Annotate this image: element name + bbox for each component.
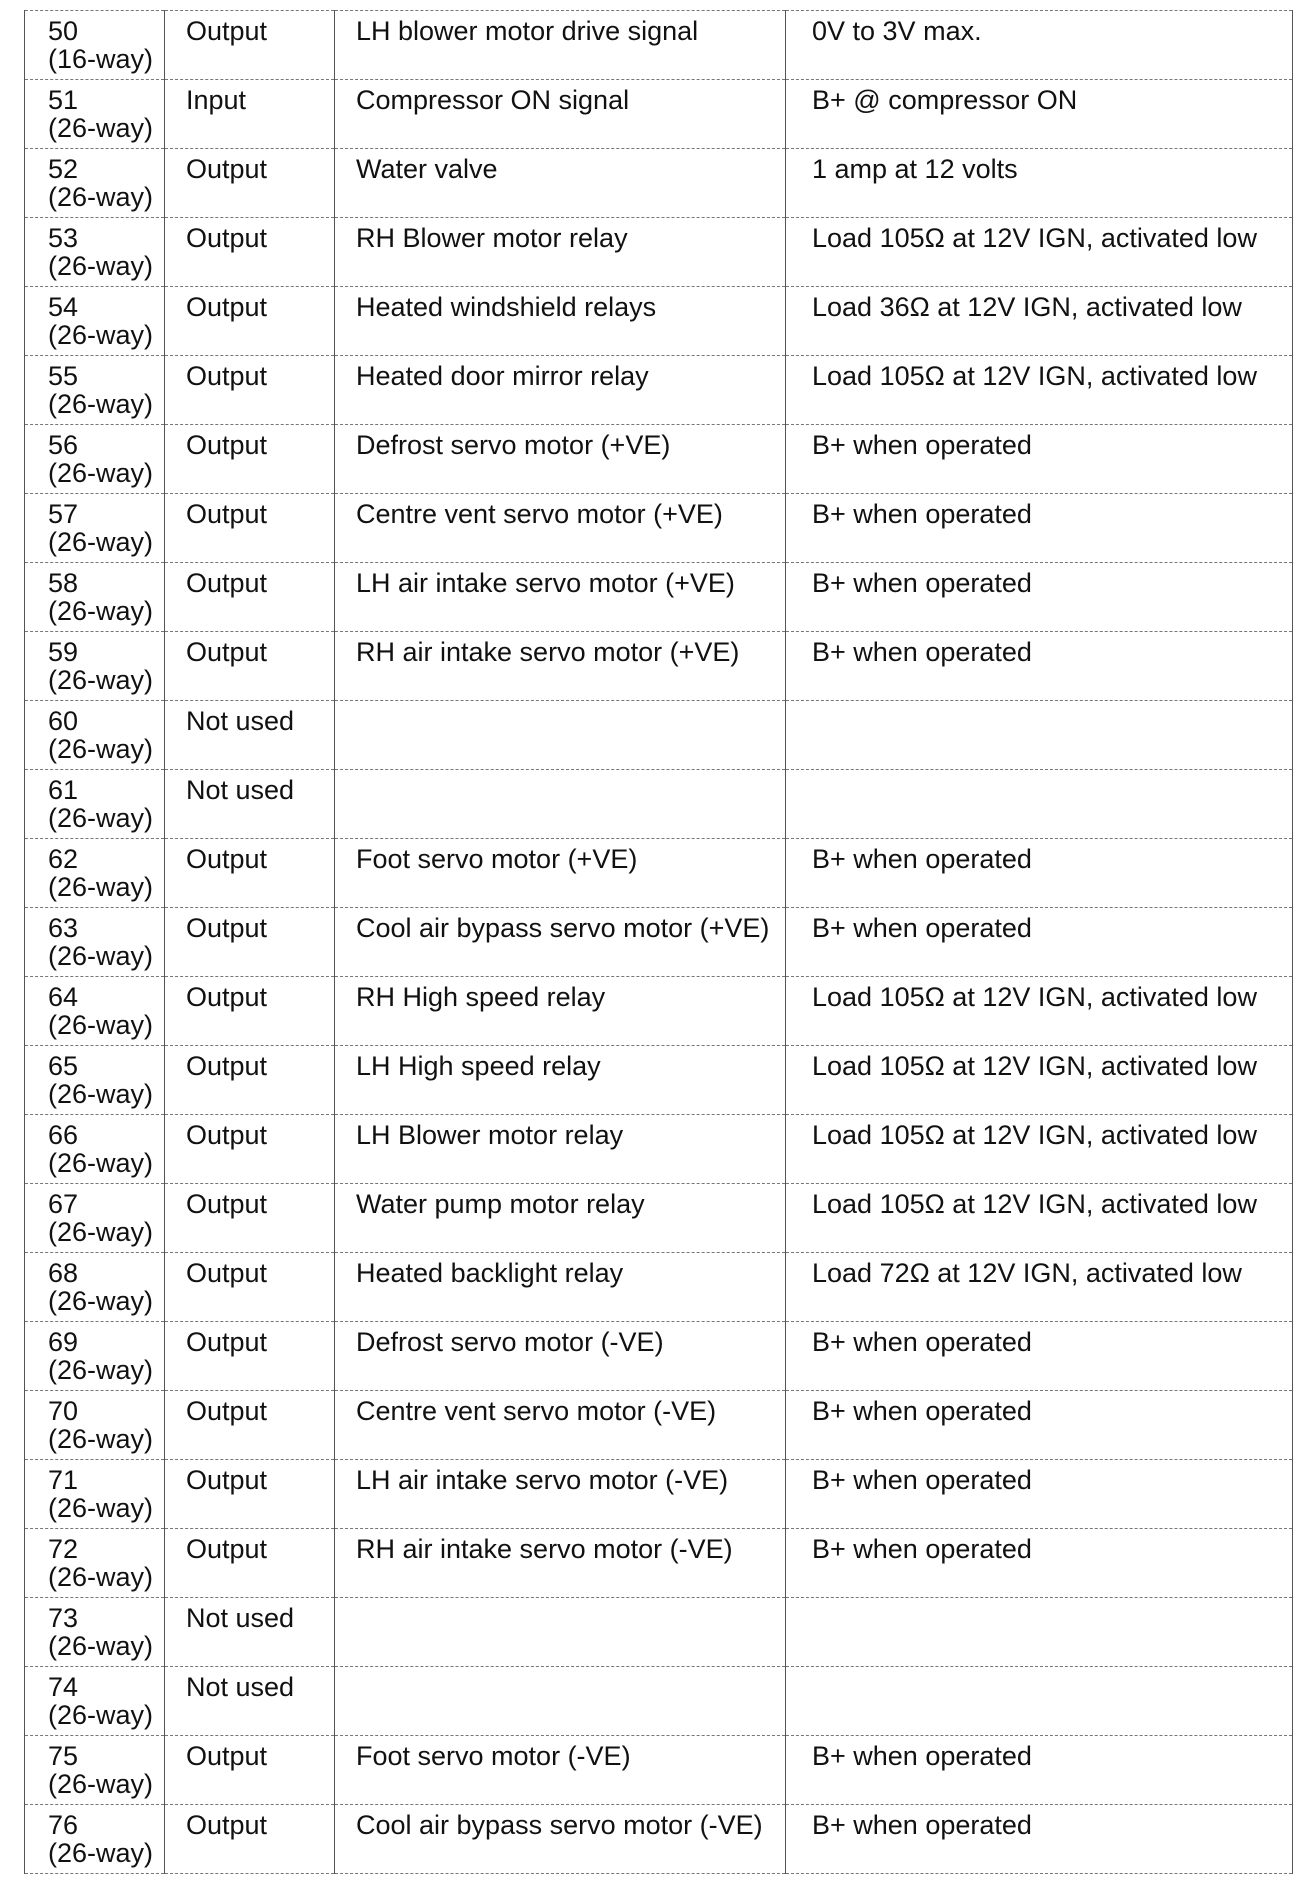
- table-row: [25, 356, 1293, 425]
- description-cell: [335, 1667, 786, 1736]
- value-cell: Load 36Ω at 12V IGN, activated low: [786, 287, 1293, 356]
- pin-cell: [25, 1667, 165, 1736]
- table-row: [25, 977, 1293, 1046]
- table-row: [25, 287, 1293, 356]
- connector-type: (26-way): [48, 1631, 154, 1661]
- signal-type-cell: Output: [165, 977, 335, 1046]
- connector-type: (16-way): [48, 44, 154, 74]
- pin-number: 70: [48, 1396, 79, 1426]
- connector-type: (26-way): [48, 527, 154, 557]
- pin-number: 60: [48, 706, 79, 736]
- table-row: [25, 11, 1293, 80]
- value-cell: 0V to 3V max.: [786, 11, 1293, 80]
- value-cell: [786, 701, 1293, 770]
- connector-type: (26-way): [48, 1562, 154, 1592]
- pin-number: 74: [48, 1672, 79, 1702]
- table-row: [25, 149, 1293, 218]
- pin-cell: [25, 1736, 165, 1805]
- pin-number: 54: [48, 292, 79, 322]
- connector-type: (26-way): [48, 1286, 154, 1316]
- connector-type: (26-way): [48, 1010, 154, 1040]
- table-row: [25, 1598, 1293, 1667]
- description-cell: RH Blower motor relay: [335, 218, 786, 287]
- value-cell: Load 105Ω at 12V IGN, activated low: [786, 218, 1293, 287]
- pin-number: 61: [48, 775, 79, 805]
- pin-cell: [25, 425, 165, 494]
- pin-number: 56: [48, 430, 79, 460]
- table-row: [25, 632, 1293, 701]
- description-cell: Heated windshield relays: [335, 287, 786, 356]
- value-cell: Load 105Ω at 12V IGN, activated low: [786, 1046, 1293, 1115]
- signal-type-cell: Output: [165, 1184, 335, 1253]
- pin-number: 73: [48, 1603, 79, 1633]
- pin-cell: [25, 1322, 165, 1391]
- pin-cell: [25, 1391, 165, 1460]
- value-cell: Load 105Ω at 12V IGN, activated low: [786, 1184, 1293, 1253]
- pin-cell: [25, 839, 165, 908]
- table-row: [25, 770, 1293, 839]
- table-row: [25, 1115, 1293, 1184]
- value-cell: [786, 770, 1293, 839]
- table-row: [25, 563, 1293, 632]
- connector-type: (26-way): [48, 596, 154, 626]
- pin-number: 68: [48, 1258, 79, 1288]
- pin-number: 63: [48, 913, 79, 943]
- signal-type-cell: Output: [165, 1046, 335, 1115]
- description-cell: Defrost servo motor (+VE): [335, 425, 786, 494]
- value-cell: B+ when operated: [786, 908, 1293, 977]
- signal-type-cell: Not used: [165, 1598, 335, 1667]
- signal-type-cell: Output: [165, 1391, 335, 1460]
- value-cell: Load 72Ω at 12V IGN, activated low: [786, 1253, 1293, 1322]
- signal-type-cell: Not used: [165, 770, 335, 839]
- value-cell: B+ when operated: [786, 1460, 1293, 1529]
- description-cell: Water pump motor relay: [335, 1184, 786, 1253]
- description-cell: LH air intake servo motor (-VE): [335, 1460, 786, 1529]
- connector-type: (26-way): [48, 458, 154, 488]
- description-cell: Compressor ON signal: [335, 80, 786, 149]
- signal-type-cell: Input: [165, 80, 335, 149]
- connector-type: (26-way): [48, 734, 154, 764]
- pin-cell: [25, 356, 165, 425]
- table-row: [25, 494, 1293, 563]
- description-cell: Defrost servo motor (-VE): [335, 1322, 786, 1391]
- table-row: [25, 218, 1293, 287]
- signal-type-cell: Output: [165, 425, 335, 494]
- signal-type-cell: Output: [165, 1529, 335, 1598]
- description-cell: [335, 770, 786, 839]
- connector-type: (26-way): [48, 1217, 154, 1247]
- value-cell: B+ when operated: [786, 1805, 1293, 1874]
- pin-number: 62: [48, 844, 79, 874]
- description-cell: [335, 1598, 786, 1667]
- table-row: [25, 1184, 1293, 1253]
- table-row: [25, 908, 1293, 977]
- description-cell: RH air intake servo motor (+VE): [335, 632, 786, 701]
- pin-cell: [25, 11, 165, 80]
- description-cell: Heated door mirror relay: [335, 356, 786, 425]
- description-cell: Foot servo motor (+VE): [335, 839, 786, 908]
- pin-number: 57: [48, 499, 79, 529]
- description-cell: LH air intake servo motor (+VE): [335, 563, 786, 632]
- connector-type: (26-way): [48, 320, 154, 350]
- pin-number: 65: [48, 1051, 79, 1081]
- pin-cell: [25, 494, 165, 563]
- table-row: [25, 1736, 1293, 1805]
- signal-type-cell: Output: [165, 1322, 335, 1391]
- signal-type-cell: Output: [165, 1115, 335, 1184]
- value-cell: Load 105Ω at 12V IGN, activated low: [786, 356, 1293, 425]
- pin-number: 69: [48, 1327, 79, 1357]
- signal-type-cell: Output: [165, 356, 335, 425]
- pin-number: 53: [48, 223, 79, 253]
- description-cell: Heated backlight relay: [335, 1253, 786, 1322]
- signal-type-cell: Output: [165, 1736, 335, 1805]
- pin-number: 64: [48, 982, 79, 1012]
- table-row: [25, 1391, 1293, 1460]
- signal-type-cell: Output: [165, 149, 335, 218]
- connector-type: (26-way): [48, 251, 154, 281]
- pin-number: 50: [48, 16, 79, 46]
- pin-cell: [25, 632, 165, 701]
- connector-type: (26-way): [48, 182, 154, 212]
- table-row: [25, 839, 1293, 908]
- pin-cell: [25, 908, 165, 977]
- description-cell: LH blower motor drive signal: [335, 11, 786, 80]
- description-cell: Cool air bypass servo motor (-VE): [335, 1805, 786, 1874]
- connector-type: (26-way): [48, 1769, 154, 1799]
- table-row: [25, 1667, 1293, 1736]
- description-cell: Cool air bypass servo motor (+VE): [335, 908, 786, 977]
- signal-type-cell: Output: [165, 11, 335, 80]
- table-row: [25, 1529, 1293, 1598]
- value-cell: B+ when operated: [786, 632, 1293, 701]
- connector-type: (26-way): [48, 389, 154, 419]
- pin-number: 76: [48, 1810, 79, 1840]
- connector-type: (26-way): [48, 1355, 154, 1385]
- signal-type-cell: Not used: [165, 701, 335, 770]
- table-row: [25, 1253, 1293, 1322]
- value-cell: B+ when operated: [786, 1736, 1293, 1805]
- pin-cell: [25, 1046, 165, 1115]
- description-cell: Centre vent servo motor (+VE): [335, 494, 786, 563]
- pin-cell: [25, 287, 165, 356]
- value-cell: 1 amp at 12 volts: [786, 149, 1293, 218]
- connector-type: (26-way): [48, 665, 154, 695]
- pin-number: 55: [48, 361, 79, 391]
- pin-cell: [25, 1184, 165, 1253]
- value-cell: B+ when operated: [786, 563, 1293, 632]
- pin-number: 59: [48, 637, 79, 667]
- signal-type-cell: Output: [165, 287, 335, 356]
- connector-type: (26-way): [48, 941, 154, 971]
- pin-cell: [25, 80, 165, 149]
- table-row: [25, 1046, 1293, 1115]
- description-cell: Foot servo motor (-VE): [335, 1736, 786, 1805]
- value-cell: Load 105Ω at 12V IGN, activated low: [786, 977, 1293, 1046]
- signal-type-cell: Output: [165, 1805, 335, 1874]
- pin-cell: [25, 218, 165, 287]
- table-row: [25, 1460, 1293, 1529]
- signal-type-cell: Output: [165, 1460, 335, 1529]
- table-row: [25, 80, 1293, 149]
- pin-number: 67: [48, 1189, 79, 1219]
- value-cell: B+ when operated: [786, 425, 1293, 494]
- pin-cell: [25, 1529, 165, 1598]
- description-cell: RH High speed relay: [335, 977, 786, 1046]
- signal-type-cell: Output: [165, 218, 335, 287]
- table-row: [25, 1805, 1293, 1874]
- signal-type-cell: Output: [165, 1253, 335, 1322]
- value-cell: B+ when operated: [786, 1322, 1293, 1391]
- value-cell: B+ @ compressor ON: [786, 80, 1293, 149]
- pin-number: 66: [48, 1120, 79, 1150]
- pin-number: 72: [48, 1534, 79, 1564]
- table-row: [25, 701, 1293, 770]
- pin-cell: [25, 1115, 165, 1184]
- pin-number: 51: [48, 85, 79, 115]
- pin-cell: [25, 977, 165, 1046]
- signal-type-cell: Output: [165, 632, 335, 701]
- description-cell: LH Blower motor relay: [335, 1115, 786, 1184]
- signal-type-cell: Output: [165, 494, 335, 563]
- connector-type: (26-way): [48, 1493, 154, 1523]
- pin-function-table: [24, 10, 1293, 1874]
- pin-number: 71: [48, 1465, 79, 1495]
- pin-table-body: [25, 11, 1293, 1874]
- value-cell: [786, 1667, 1293, 1736]
- value-cell: Load 105Ω at 12V IGN, activated low: [786, 1115, 1293, 1184]
- value-cell: [786, 1598, 1293, 1667]
- connector-type: (26-way): [48, 1079, 154, 1109]
- connector-type: (26-way): [48, 872, 154, 902]
- signal-type-cell: Not used: [165, 1667, 335, 1736]
- signal-type-cell: Output: [165, 563, 335, 632]
- description-cell: LH High speed relay: [335, 1046, 786, 1115]
- pin-cell: [25, 770, 165, 839]
- value-cell: B+ when operated: [786, 1529, 1293, 1598]
- pin-cell: [25, 1460, 165, 1529]
- pin-number: 58: [48, 568, 79, 598]
- signal-type-cell: Output: [165, 908, 335, 977]
- connector-type: (26-way): [48, 113, 154, 143]
- pin-cell: [25, 1598, 165, 1667]
- pin-number: 75: [48, 1741, 79, 1771]
- value-cell: B+ when operated: [786, 839, 1293, 908]
- description-cell: RH air intake servo motor (-VE): [335, 1529, 786, 1598]
- value-cell: B+ when operated: [786, 494, 1293, 563]
- table-row: [25, 1322, 1293, 1391]
- signal-type-cell: Output: [165, 839, 335, 908]
- connector-type: (26-way): [48, 1148, 154, 1178]
- connector-type: (26-way): [48, 803, 154, 833]
- description-cell: Water valve: [335, 149, 786, 218]
- pin-cell: [25, 1253, 165, 1322]
- table-row: [25, 425, 1293, 494]
- pin-cell: [25, 563, 165, 632]
- pin-cell: [25, 701, 165, 770]
- connector-type: (26-way): [48, 1700, 154, 1730]
- connector-type: (26-way): [48, 1424, 154, 1454]
- connector-type: (26-way): [48, 1838, 154, 1868]
- pin-cell: [25, 149, 165, 218]
- value-cell: B+ when operated: [786, 1391, 1293, 1460]
- description-cell: Centre vent servo motor (-VE): [335, 1391, 786, 1460]
- pin-number: 52: [48, 154, 79, 184]
- description-cell: [335, 701, 786, 770]
- pin-cell: [25, 1805, 165, 1874]
